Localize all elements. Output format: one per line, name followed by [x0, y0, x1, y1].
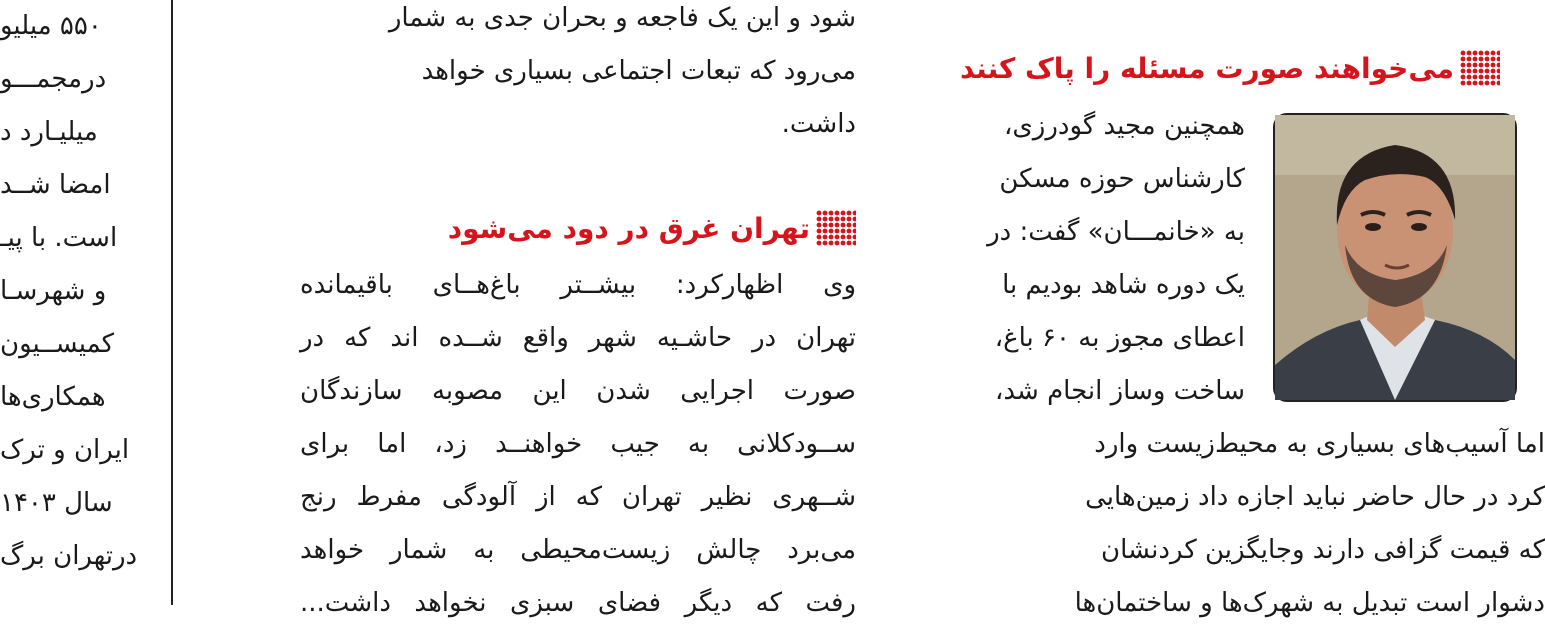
heading-text: می‌خواهند صورت مسئله را پاک کنند — [959, 51, 1454, 85]
text-line: ۵۵۰ میلیو — [0, 11, 102, 41]
text-line: ســودکلانی به جیب خواهنــد زد، اما برای — [300, 429, 856, 459]
dot-grid-icon — [1460, 50, 1500, 86]
text-line: صورت اجرایی شدن این مصوبه سازندگان — [300, 376, 856, 406]
text-line: می‌برد چالش زیست‌محیطی به شمار خواهد — [300, 535, 856, 565]
section-heading-tehran — [300, 198, 856, 258]
left-column — [0, 0, 166, 605]
heading-text: تهران غرق در دود می‌شود — [447, 211, 810, 245]
text-line: همکاری‌ها — [0, 382, 106, 412]
dot-grid-icon — [816, 210, 856, 246]
text-line: ایران و ترک — [0, 435, 130, 465]
text-line: دشوار است تبدیل به شهرک‌ها و ساختمان‌ها — [1074, 588, 1545, 618]
text-line: کارشناس حوزه مسکن — [999, 164, 1245, 194]
text-line: شــهری نظیر تهران که از آلودگی مفرط رنج — [300, 482, 856, 512]
text-line: میلیـارد د — [0, 117, 98, 147]
text-line: امضا شــد — [0, 170, 111, 200]
text-line: تهران در حاشـیه شهر واقع شــده اند که در — [300, 323, 856, 353]
text-line: به «خانمـــان» گفت: در — [987, 217, 1245, 247]
text-line: یک دوره شاهد بودیم با — [1002, 270, 1245, 300]
text-line: وی اظهارکرد: بیشــتر باغ‌هــای باقیمانده — [300, 270, 856, 300]
text-line: است. با پیـ — [0, 223, 118, 253]
text-line: کرد در حال حاضر نباید اجازه داد زمین‌هایی — [1085, 482, 1545, 512]
text-line: اعطای مجوز به ۶۰ باغ، — [994, 323, 1245, 353]
portrait-photo — [1273, 113, 1517, 402]
text-line: درتهران برگ — [0, 541, 138, 571]
section-heading-erase — [945, 38, 1500, 98]
text-line: ساخت وساز انجام شد، — [994, 376, 1245, 406]
text-line: شود و این یک فاجعه و بحران جدی به شمار — [388, 3, 856, 33]
text-line: درمجمـــو — [0, 64, 107, 94]
text-line: اما آسیب‌های بسیاری به محیط‌زیست وارد — [1094, 429, 1545, 459]
text-line: داشت. — [781, 109, 856, 139]
text-line: و شهرسـا — [0, 276, 107, 306]
text-line: که قیمت گزافی دارند وجایگزین کردنشان — [1100, 535, 1545, 565]
text-line: رفت که دیگر فضای سبزی نخواهد داشت... — [300, 588, 856, 618]
text-line: سال ۱۴۰۳ — [0, 488, 113, 518]
text-line: کمیســیون — [0, 329, 115, 359]
text-line: همچنین مجید گودرزی، — [1004, 111, 1245, 141]
text-line: می‌رود که تبعات اجتماعی بسیاری خواهد — [421, 56, 856, 86]
